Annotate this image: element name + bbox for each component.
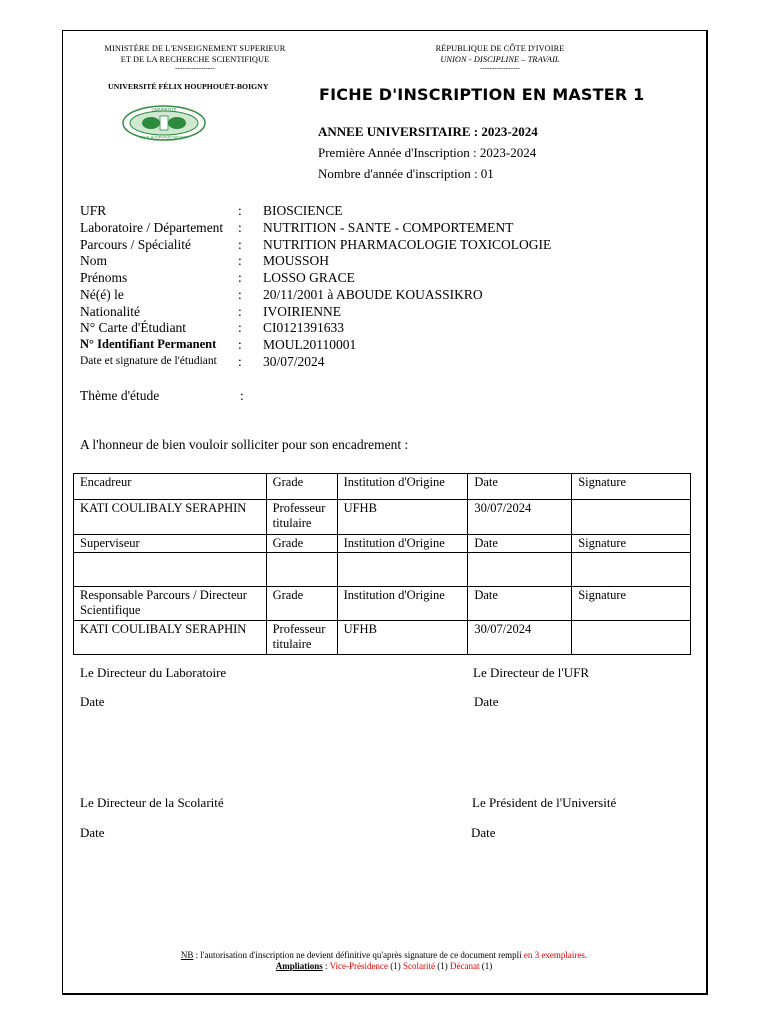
field-colon: : [238,304,242,319]
superviseur-name-cell [74,553,267,587]
table-row [74,587,691,621]
field-label: Né(é) le [80,287,124,302]
dir-ufr-date: Date [474,694,499,709]
dir-labo-label: Le Directeur du Laboratoire [80,665,227,680]
encadreur-grade: Professeur titulaire [266,500,337,535]
field-colon: : [238,320,242,335]
header-institution: Institution d'Origine [337,535,468,553]
ampl-sep: : [322,961,330,971]
table-row [74,621,691,655]
field-value: 30/07/2024 [263,354,325,369]
field-value: MOUSSOH [263,253,330,268]
table-row [74,474,691,500]
field-value: CI0121391633 [263,320,344,335]
header-signature: Signature [572,474,691,500]
field-label: Nom [80,253,107,268]
university-name: UNIVERSITÉ FÉLIX HOUPHOUËT-BOIGNY [108,82,269,91]
ampl-scol: Scolarité [403,961,436,971]
dir-scol-label: Le Directeur de la Scolarité [80,795,224,810]
ampl-decanat: Décanat [450,961,480,971]
republic-header [420,43,580,71]
dir-ufr-label: Le Directeur de l'UFR [473,665,590,680]
field-value: IVOIRIENNE [263,304,341,319]
table-row [74,500,691,535]
header-date: Date [468,587,572,621]
academic-year-label: ANNEE UNIVERSITAIRE : [318,124,482,139]
header-grade: Grade [266,474,337,500]
responsable-institution: UFHB [337,621,468,655]
superviseur-grade-cell [266,553,337,587]
field-label: N° Identifiant Permanent [80,337,217,351]
field-label: Prénoms [80,270,128,285]
seal-bottom-text: FÉLIX HOUPHOUËT-BOIGNY [139,135,189,140]
university-seal-logo [121,104,207,142]
field-label: UFR [80,203,107,218]
header-date: Date [468,474,572,500]
academic-year [318,121,538,142]
field-colon: : [238,203,242,218]
header-signature: Signature [572,587,691,621]
dir-scol-date: Date [80,825,105,840]
encadreur-signature-cell [572,500,691,535]
superviseur-signature-cell [572,553,691,587]
ministry-line1: MINISTÈRE DE L'ENSEIGNEMENT SUPERIEUR [104,44,286,53]
encadreur-name: KATI COULIBALY SERAPHIN [74,500,267,535]
seal-top-text: UNIVERSITÉ [151,107,177,113]
nb-end: . [584,950,588,960]
ampl-count-3: (1) [479,961,493,971]
ministry-dots: ----------------- [175,64,215,72]
nb-text: : l'autorisation d'inscription ne devient définitive qu'après signature de ce document rempli [193,950,524,960]
field-value: LOSSO GRACE [263,270,355,285]
table-row [74,553,691,587]
encadreur-institution: UFHB [337,500,468,535]
president-label: Le Président de l'Université [472,795,617,810]
republic-line1: RÉPUBLIQUE DE CÔTE D'IVOIRE [435,44,565,53]
field-label: Date et signature de l'étudiant [80,355,217,367]
header-date: Date [468,535,572,553]
header-institution: Institution d'Origine [337,474,468,500]
footer-nb [0,950,768,961]
ministry-header [96,43,294,71]
header-superviseur: Superviseur [74,535,267,553]
honneur-text: A l'honneur de bien vouloir solliciter pour son encadrement : [80,437,409,452]
ampl-count-1: (1) [388,961,404,971]
field-colon: : [238,220,242,235]
republic-dots: ----------------- [480,64,520,72]
table-row [74,535,691,553]
registration-count: Nombre d'année d'inscription : 01 [318,166,494,181]
field-value: NUTRITION PHARMACOLOGIE TOXICOLOGIE [263,237,552,252]
header-institution: Institution d'Origine [337,587,468,621]
field-colon: : [238,253,242,268]
field-label: Thème d'étude [80,388,160,403]
field-colon: : [238,237,242,252]
ministry-line2: ET DE LA RECHERCHE SCIENTIFIQUE [120,55,270,64]
header-encadreur: Encadreur [74,474,267,500]
first-year-line: Première Année d'Inscription : 2023-2024 [318,145,537,160]
field-colon: : [238,337,242,352]
field-label: Laboratoire / Département [80,220,224,235]
field-colon: : [238,354,242,369]
ampl-vp: Vice-Présidence [329,961,389,971]
responsable-name: KATI COULIBALY SERAPHIN [74,621,267,655]
field-value: BIOSCIENCE [263,203,343,218]
field-colon: : [238,270,242,285]
field-label: Nationalité [80,304,140,319]
academic-year-value: 2023-2024 [481,124,538,139]
page-title: FICHE D'INSCRIPTION EN MASTER 1 [319,85,645,104]
responsable-signature-cell [572,621,691,655]
year-block [318,121,538,184]
field-colon: : [240,388,244,403]
field-label: Parcours / Spécialité [80,237,191,252]
field-value: MOUL20110001 [263,337,357,352]
footer-ampliations [0,961,768,972]
header-grade: Grade [266,535,337,553]
field-value: 20/11/2001 à ABOUDE KOUASSIKRO [263,287,483,302]
superviseur-institution-cell [337,553,468,587]
superviseur-date-cell [468,553,572,587]
ampl-count-2: (1) [435,961,451,971]
field-value: NUTRITION - SANTE - COMPORTEMENT [263,220,514,235]
dir-labo-date: Date [80,694,105,709]
encadrement-table [73,473,691,655]
field-label: N° Carte d'Étudiant [80,320,187,335]
field-colon: : [238,287,242,302]
nb-copies: en 3 exemplaires [523,950,585,960]
republic-motto: UNION - DISCIPLINE – TRAVAIL [440,55,560,64]
nb-label: NB [180,950,194,960]
responsable-grade: Professeur titulaire [266,621,337,655]
header-grade: Grade [266,587,337,621]
header-signature: Signature [572,535,691,553]
president-date: Date [471,825,496,840]
header-responsable: Responsable Parcours / Directeur Scientifique [74,587,267,621]
responsable-date: 30/07/2024 [468,621,572,655]
encadreur-date: 30/07/2024 [468,500,572,535]
ampliations-label: Ampliations [275,961,323,971]
